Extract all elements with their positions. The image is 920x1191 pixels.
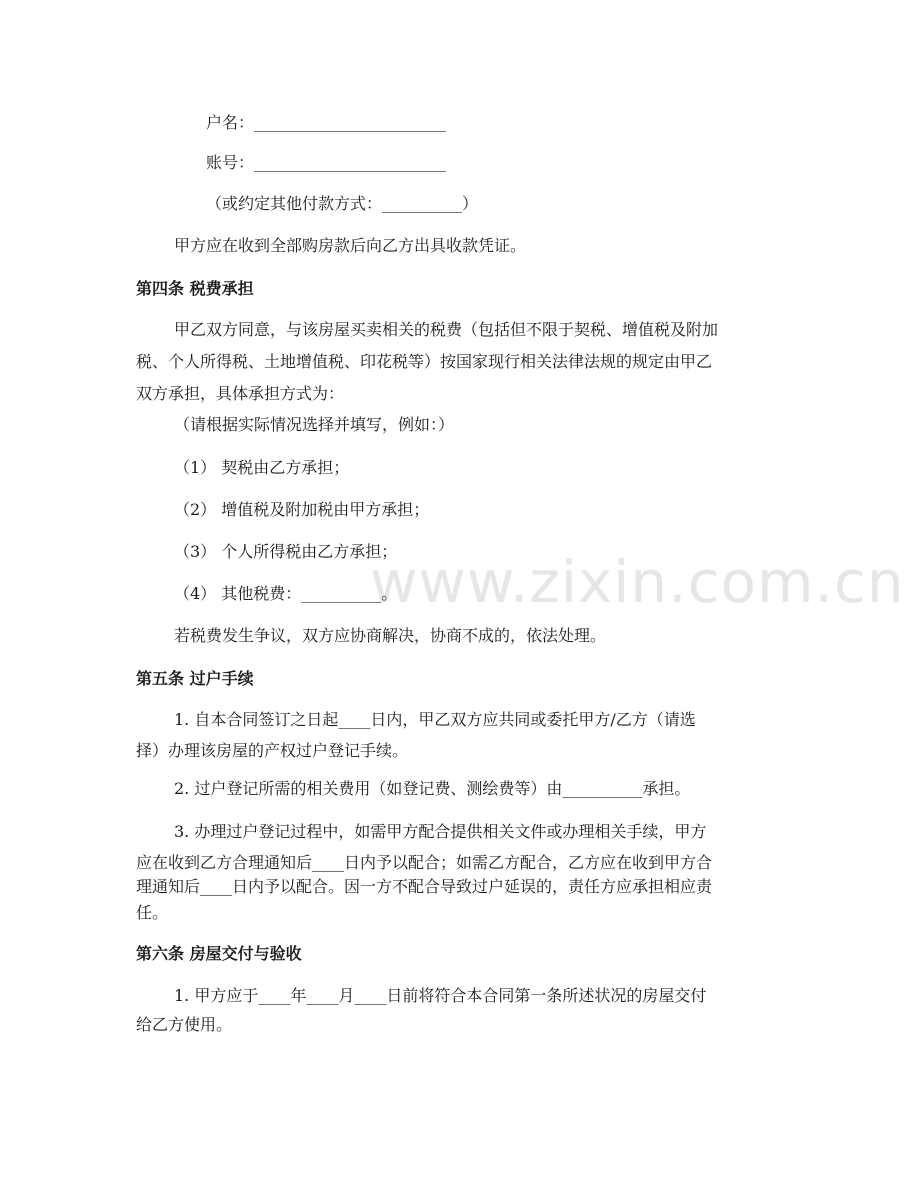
article-5-item-1-line-1: 1. 自本合同签订之日起____日内，甲乙双方应共同或委托甲方/乙方（请选 bbox=[174, 710, 696, 729]
tax-item-4: （4） 其他税费：__________。 bbox=[174, 584, 398, 603]
article-6-heading: 第六条 房屋交付与验收 bbox=[136, 944, 302, 963]
article-5-item-3-line-1: 3. 办理过户登记过程中，如需甲方配合提供相关文件或办理相关手续，甲方 bbox=[174, 822, 707, 841]
article-4-heading: 第四条 税费承担 bbox=[136, 279, 254, 298]
other-payment-method-line: （或约定其他付款方式：__________） bbox=[206, 194, 479, 213]
watermark: www.zixin.com.cn bbox=[370, 548, 905, 616]
article-6-item-1-line-2: 给乙方使用。 bbox=[136, 1015, 233, 1034]
article-6-item-1-line-1: 1. 甲方应于____年____月____日前将符合本合同第一条所述状况的房屋交付 bbox=[174, 986, 707, 1005]
article-5-item-3-line-4: 任。 bbox=[136, 903, 169, 922]
article-5-item-3-line-3: 理通知后____日内予以配合。因一方不配合导致过户延误的，责任方应承担相应责 bbox=[136, 877, 713, 896]
article-4-para-line-1: 甲乙双方同意，与该房屋买卖相关的税费（包括但不限于契税、增值税及附加 bbox=[174, 320, 719, 339]
article-4-hint: （请根据实际情况选择并填写，例如：） bbox=[174, 415, 455, 434]
article-5-item-2: 2. 过户登记所需的相关费用（如登记费、测绘费等）由__________承担。 bbox=[174, 779, 691, 798]
tax-item-1: （1） 契税由乙方承担； bbox=[174, 458, 350, 477]
article-5-item-1-line-2: 择）办理该房屋的产权过户登记手续。 bbox=[136, 741, 409, 760]
tax-dispute-clause: 若税费发生争议，双方应协商解决，协商不成的，依法处理。 bbox=[174, 626, 607, 645]
account-name-line: 户名：________________________ bbox=[206, 113, 447, 132]
tax-item-2: （2） 增值税及附加税由甲方承担； bbox=[174, 500, 430, 519]
article-5-heading: 第五条 过户手续 bbox=[136, 669, 254, 688]
account-number-line: 账号：________________________ bbox=[206, 153, 447, 172]
article-5-item-3-line-2: 应在收到乙方合理通知后____日内予以配合；如需乙方配合，乙方应在收到甲方合 bbox=[136, 853, 713, 872]
article-4-para-line-2: 税、个人所得税、土地增值税、印花税等）按国家现行相关法律法规的规定由甲乙 bbox=[136, 352, 713, 371]
receipt-clause: 甲方应在收到全部购房款后向乙方出具收款凭证。 bbox=[174, 236, 527, 255]
tax-item-3: （3） 个人所得税由乙方承担； bbox=[174, 542, 398, 561]
article-4-para-line-3: 双方承担，具体承担方式为： bbox=[136, 384, 345, 403]
